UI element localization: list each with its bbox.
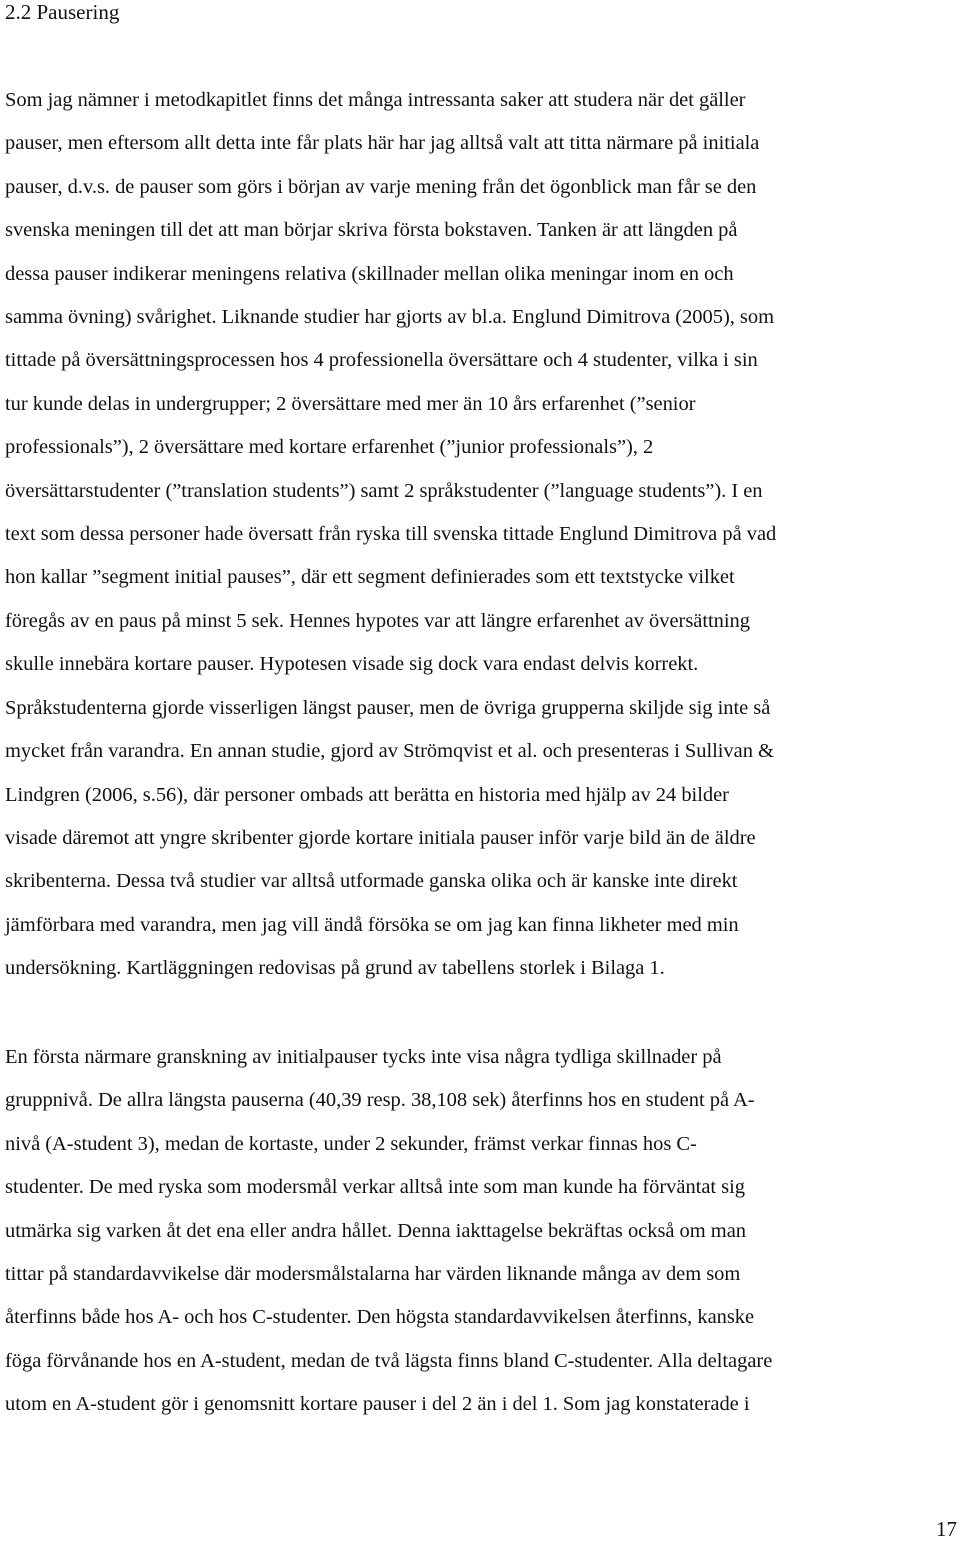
text-line: svenska meningen till det att man börjar skriva första bokstaven. Tanken är att längden på bbox=[5, 219, 738, 242]
text-line: studenter. De med ryska som modersmål verkar alltså inte som man kunde ha förväntat sig bbox=[5, 1176, 745, 1199]
text-line: föregås av en paus på minst 5 sek. Hennes hypotes var att längre erfarenhet av översättning bbox=[5, 609, 750, 632]
section-heading: 2.2 Pausering bbox=[5, 0, 120, 24]
text-line: Som jag nämner i metodkapitlet finns det många intressanta saker att studera när det gäller bbox=[5, 89, 746, 111]
text-line: föga förvånande hos en A-student, medan de två lägsta finns bland C-studenter. Alla deltagare bbox=[5, 1349, 773, 1372]
text-line: mycket från varandra. En annan studie, gjord av Strömqvist et al. och presenteras i Sullivan & bbox=[5, 740, 774, 763]
text-line: jämförbara med varandra, men jag vill ändå försöka se om jag kan finna likheter med min bbox=[5, 913, 739, 936]
text-line: tittade på översättningsprocessen hos 4 professionella översättare och 4 studenter, vilka i sin bbox=[5, 349, 758, 372]
text-line: En första närmare granskning av initialpauser tycks inte visa några tydliga skillnader på bbox=[5, 1046, 722, 1068]
text-line: skribenterna. Dessa två studier var alltså utformade ganska olika och är kanske inte direkt bbox=[5, 870, 738, 893]
text-line: tur kunde delas in undergrupper; 2 översättare med mer än 10 års erfarenhet (”senior bbox=[5, 392, 696, 415]
text-line: pauser, d.v.s. de pauser som görs i början av varje mening från det ögonblick man får se den bbox=[5, 175, 757, 198]
text-line: utmärka sig varken åt det ena eller andra hållet. Denna iakttagelse bekräftas också om man bbox=[5, 1219, 746, 1242]
text-line: undersökning. Kartläggningen redovisas på grund av tabellens storlek i Bilaga 1. bbox=[5, 957, 665, 980]
paragraph-1 bbox=[5, 79, 960, 991]
text-line: återfinns både hos A- och hos C-studenter. Den högsta standardavvikelsen återfinns, kanske bbox=[5, 1306, 755, 1329]
text-line: samma övning) svårighet. Liknande studier har gjorts av bl.a. Englund Dimitrova (2005), som bbox=[5, 306, 775, 329]
text-line: text som dessa personer hade översatt från ryska till svenska tittade Englund Dimitrova på vad bbox=[5, 523, 777, 546]
text-line: Språkstudenterna gjorde visserligen längst pauser, men de övriga grupperna skiljde sig inte så bbox=[5, 696, 771, 719]
text-line: pauser, men eftersom allt detta inte får plats här har jag alltså valt att titta närmare på initiala bbox=[5, 132, 760, 155]
text-line: gruppnivå. De allra längsta pauserna (40,39 resp. 38,108 sek) återfinns hos en student på A- bbox=[5, 1089, 755, 1112]
text-line: dessa pauser indikerar meningens relativa (skillnader mellan olika meningar inom en och bbox=[5, 262, 734, 285]
text-line: professionals”), 2 översättare med kortare erfarenhet (”junior professionals”), 2 bbox=[5, 436, 654, 459]
text-line: nivå (A-student 3), medan de kortaste, under 2 sekunder, främst verkar finnas hos C- bbox=[5, 1132, 697, 1155]
paragraph-2 bbox=[5, 1036, 960, 1427]
text-line: översättarstudenter (”translation students”) samt 2 språkstudenter (”language students”). I en bbox=[5, 479, 763, 502]
text-line: visade däremot att yngre skribenter gjorde kortare initiala pauser inför varje bild än de äldre bbox=[5, 826, 756, 849]
page-number: 17 bbox=[936, 1517, 957, 1541]
text-line: skulle innebära kortare pauser. Hypotesen visade sig dock vara endast delvis korrekt. bbox=[5, 653, 699, 676]
text-line: hon kallar ”segment initial pauses”, där ett segment definierades som ett textstycke vilket bbox=[5, 566, 735, 589]
text-line: tittar på standardavvikelse där modersmålstalarna har värden liknande många av dem som bbox=[5, 1263, 741, 1286]
text-line: Lindgren (2006, s.56), där personer ombads att berätta en historia med hjälp av 24 bilder bbox=[5, 783, 729, 806]
text-line: utom en A-student gör i genomsnitt kortare pauser i del 2 än i del 1. Som jag konstaterade i bbox=[5, 1393, 750, 1416]
